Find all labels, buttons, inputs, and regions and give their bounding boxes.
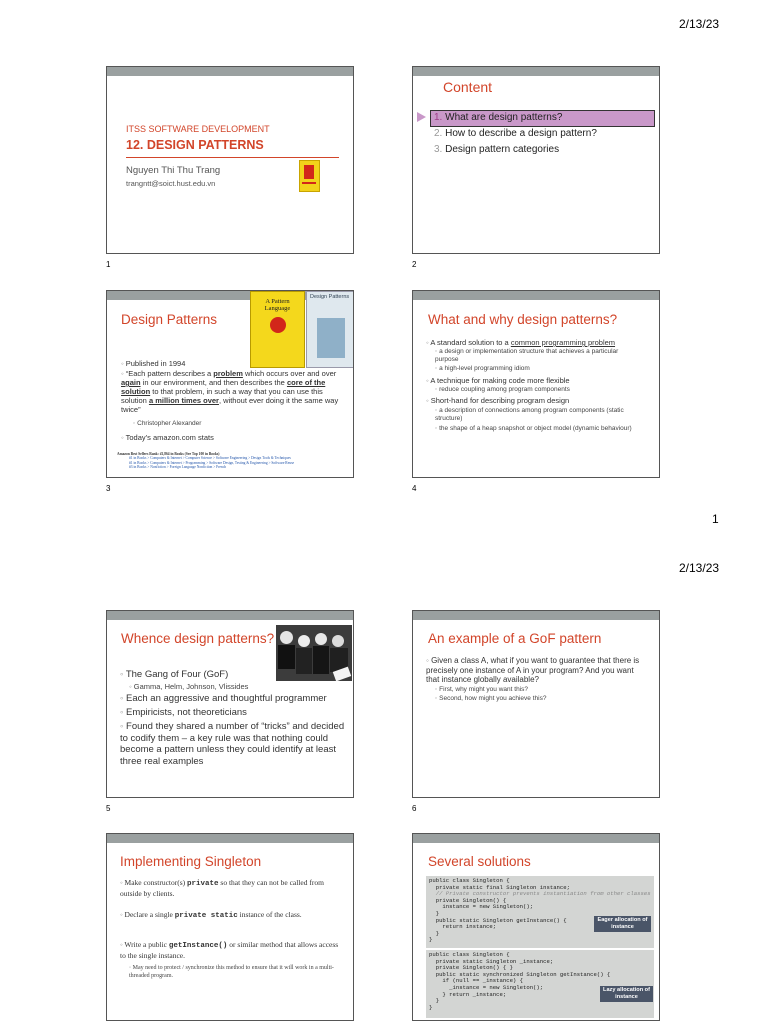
slide-header-bar xyxy=(107,611,353,620)
sub-bullet-names: ◦ Gamma, Helm, Johnson, Vlissides xyxy=(129,682,249,691)
bullet-published: ◦ Published in 1994 xyxy=(121,359,186,368)
title-divider xyxy=(126,157,339,158)
sub-bullet: ◦ a description of connections among program components (static structure) xyxy=(435,407,624,422)
slide-title: Content xyxy=(443,79,493,95)
slide-title: What and why design patterns? xyxy=(428,312,618,327)
slide-6 xyxy=(412,610,660,798)
page-date: 2/13/23 xyxy=(679,561,720,575)
slide-header-bar xyxy=(413,611,659,620)
slide-7 xyxy=(106,833,354,1021)
bullet-amazon: ◦ Today’s amazon.com stats xyxy=(121,433,214,442)
bullet-shorthand: ◦ Short-hand for describing program design xyxy=(426,396,570,405)
sub-bullet: ◦ a design or implementation structure that achieves a particular purpose xyxy=(435,348,619,363)
eager-allocation-label: Eager allocation of instance xyxy=(594,916,651,932)
university-logo-icon xyxy=(299,160,320,192)
slide-5 xyxy=(106,610,354,798)
slide-4 xyxy=(412,290,660,478)
slide-2 xyxy=(412,66,660,254)
slide-title: Design Patterns xyxy=(121,312,218,327)
slide-number: 4 xyxy=(412,484,417,493)
bullet-getinstance: ◦ Write a public getInstance() or similar method that allows access to the single instance. xyxy=(120,940,339,960)
sub-bullet: ◦ the shape of a heap snapshot or object model (dynamic behaviour) xyxy=(435,425,632,432)
sub-bullet: ◦ reduce coupling among program components xyxy=(435,386,570,393)
page-date: 2/13/23 xyxy=(679,17,720,31)
slide-title: 12. DESIGN PATTERNS xyxy=(126,138,264,152)
gang-of-four-photo xyxy=(276,625,352,681)
bullet-quote: ◦ “Each pattern describes a problem which occurs over and over again in our environment, and then describes the core of the solution to that problem, in such a way that you can use this solution a million times over, without ever doing it the same way twice” xyxy=(121,369,339,414)
bullet-aggressive: ◦ Each an aggressive and thoughtful programmer xyxy=(120,693,327,704)
bullet-standard-solution: ◦ A standard solution to a common programming problem xyxy=(426,338,616,347)
slide-title: Whence design patterns? xyxy=(121,631,275,646)
bullet-empiricists: ◦ Empiricists, not theoreticians xyxy=(120,707,247,718)
sub-bullet: ◦ a high-level programming idiom xyxy=(435,365,530,372)
slide-header-bar xyxy=(413,834,659,843)
bullet-gof: ◦ The Gang of Four (GoF) xyxy=(120,669,229,680)
slide-header-bar xyxy=(413,67,659,76)
slide-number: 2 xyxy=(412,260,417,269)
code-block-lazy: public class Singleton { private static Singleton _instance; private Singleton() { } public static synchronized Singleton getInstance() { if (null == _instance) { _instance = new Singleton(); } return _instance; } } xyxy=(426,950,654,1018)
author-name: Nguyen Thi Thu Trang xyxy=(126,165,221,176)
bullet-technique: ◦ A technique for making code more flexible xyxy=(426,376,570,385)
content-item-1: 1. What are design patterns? xyxy=(434,112,563,123)
arrow-right-icon xyxy=(417,112,426,122)
page-number: 1 xyxy=(712,512,719,526)
slide-3 xyxy=(106,290,354,478)
bullet-private-static: ◦ Declare a single private static instance of the class. xyxy=(120,910,302,920)
code-block-eager: public class Singleton { private static final Singleton instance; // Private constructor prevents instantiation from other classes private Singleton() { instance = new Singleton(); } public static Singleton getInstance() { return instance; } } xyxy=(426,876,654,948)
slide-title: Several solutions xyxy=(428,854,531,869)
bullet-tricks: ◦ Found they shared a number of “tricks” and decided to codify them – a key rule was that nothing could become a pattern unless they could identify at least three real examples xyxy=(120,721,345,767)
sub-bullet-synchronize: ◦ May need to protect / synchronize this method to ensure that it will work in a multi-threaded program. xyxy=(129,965,334,979)
slide-number: 1 xyxy=(106,260,111,269)
slide-number: 6 xyxy=(412,804,417,813)
slide-header-bar xyxy=(107,834,353,843)
course-name: ITSS SOFTWARE DEVELOPMENT xyxy=(126,124,270,134)
bullet-private-constructor: ◦ Make constructor(s) private so that they can not be called from outside by clients. xyxy=(120,878,324,898)
lazy-allocation-label: Lazy allocation of instance xyxy=(600,986,653,1002)
content-item-2: 2. How to describe a design pattern? xyxy=(434,128,597,139)
amazon-ranking: Amazon Best Sellers Rank: #2,864 in Books (See Top 100 in Books) #1 in Books > Computers & Internet > Computer Science > Software Engineering > Design Tools & Techniques #1 in Books > Computers & Internet > Programming > Software Design, Testing & Engineering > Software Reuse #3 in Books > Nonfiction > Foreign Language Nonfiction > French xyxy=(117,452,295,470)
slide-header-bar xyxy=(413,291,659,300)
slide-number: 5 xyxy=(106,804,111,813)
quote-attribution: ◦ Christopher Alexander xyxy=(133,420,202,427)
content-item-3: 3. Design pattern categories xyxy=(434,144,560,155)
book-cover-design-patterns: Design Patterns xyxy=(306,291,354,368)
slide-title: An example of a GoF pattern xyxy=(428,631,602,646)
slide-8 xyxy=(412,833,660,1021)
author-email: trangntt@soict.hust.edu.vn xyxy=(126,179,216,188)
slide-title: Implementing Singleton xyxy=(120,854,262,869)
sub-bullet: ◦ First, why might you want this? xyxy=(435,686,528,693)
book-cover-pattern-language: A Pattern Language xyxy=(250,291,305,368)
slide-1 xyxy=(106,66,354,254)
bullet-given-class: ◦ Given a class A, what if you want to guarantee that there is precisely one instance of A in your program? And you want that instance globally available? xyxy=(426,656,640,684)
slide-number: 3 xyxy=(106,484,111,493)
slide-header-bar xyxy=(107,67,353,76)
sub-bullet: ◦ Second, how might you achieve this? xyxy=(435,695,547,702)
